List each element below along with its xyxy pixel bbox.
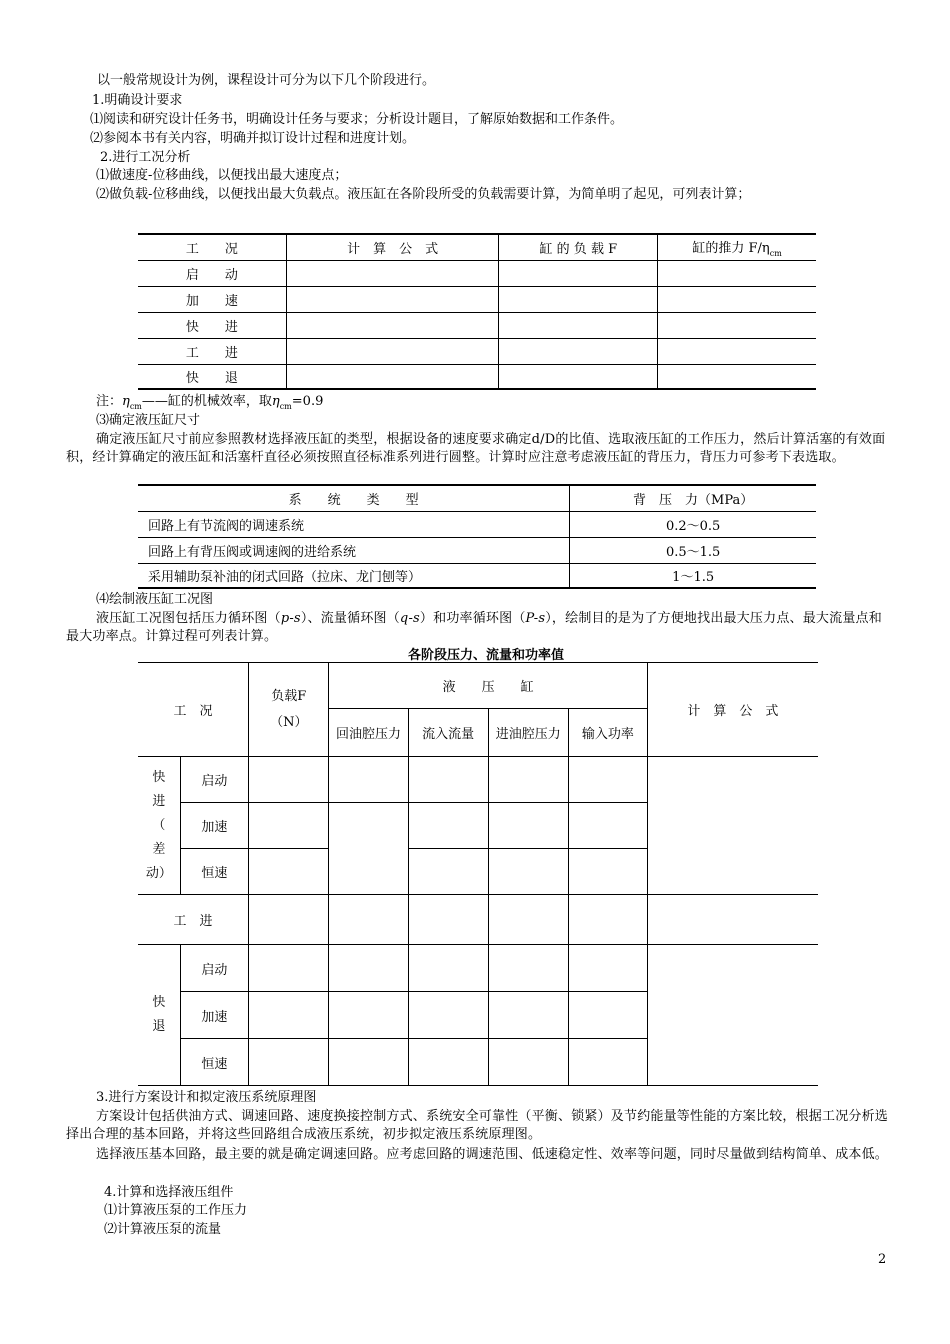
bp-system: 回路上有节流阀的调速系统 — [138, 511, 570, 537]
back-pressure-table — [138, 484, 816, 589]
g1-char: （ — [152, 817, 166, 833]
t3-group-fast-return — [138, 945, 180, 1086]
s4-Ps: P-s — [525, 611, 546, 626]
note-eta-2: η — [271, 394, 280, 409]
t3-header-condition: 工 况 — [138, 663, 249, 757]
t3-g2-accelerate: 加速 — [180, 992, 248, 1039]
section-5-paragraph-1: 方案设计包括供油方式、调速回路、速度换接控制方式、系统安全可靠性（平衡、锁紧）及节约能量等性能的方案比较，根据工况分析选择出合理的基本回路，并将这些回路组合成液压系统，初步拟定液压系统原理图。 — [66, 1109, 889, 1142]
load-table-header-condition: 工 况 — [138, 234, 286, 260]
table-row — [138, 945, 818, 992]
table-row — [138, 338, 816, 364]
g1-char: 动） — [145, 865, 172, 881]
section-2-title: 2.进行工况分析 — [100, 150, 191, 165]
t3-sub-inlet-pressure: 进油腔压力 — [488, 709, 568, 757]
row-label-fast-forward: 快 进 — [138, 312, 286, 338]
note-value: =0.9 — [291, 394, 324, 409]
t3-sub-input-power: 输入功率 — [568, 709, 647, 757]
section-6-title: 4.计算和选择液压组件 — [104, 1185, 234, 1200]
row-label-work-feed: 工 进 — [138, 338, 286, 364]
section-3-title: ⑶确定液压缸尺寸 — [96, 413, 201, 428]
section-2-item-2: ⑵做负载-位移曲线，以便找出最大负载点。液压缸在各阶段所受的负载需要计算，为简单明了起见，可列表计算； — [96, 187, 751, 202]
load-table-header-load: 缸 的 负 载 F — [499, 234, 658, 260]
table-row — [138, 757, 818, 803]
load-table — [138, 233, 816, 390]
note-prefix: 注： — [96, 394, 123, 409]
g2-char: 快 — [152, 995, 166, 1010]
t3-load-label: 负载F — [271, 688, 307, 704]
stage-values-table — [138, 662, 818, 1086]
s4-text-b: ）、流量循环图（ — [300, 611, 400, 626]
section-2-item-1: ⑴做速度-位移曲线，以便找出最大速度点； — [96, 168, 348, 183]
table-row — [138, 895, 818, 945]
bp-system: 采用辅助泵补油的闭式回路（拉床、龙门刨等） — [138, 563, 570, 588]
section-1-item-2: ⑵参阅本书有关内容，明确并拟订设计过程和进度计划。 — [90, 131, 416, 146]
bp-pressure: 0.2～0.5 — [665, 518, 721, 534]
section-4-paragraph — [66, 610, 888, 646]
table-row — [138, 260, 816, 286]
bp-pressure: 0.5～1.5 — [665, 544, 721, 560]
row-label-accelerate: 加 速 — [138, 286, 286, 312]
t3-header-load — [249, 663, 329, 757]
section-1-title: 1.明确设计要求 — [92, 93, 183, 108]
row-label-fast-return: 快 退 — [138, 364, 286, 389]
table-row — [138, 364, 816, 389]
table-row — [138, 511, 816, 537]
bp-header-system: 系 统 类 型 — [138, 485, 570, 511]
t3-sub-return-pressure: 回油腔压力 — [329, 709, 408, 757]
table-row — [138, 286, 816, 312]
table3-title: 各阶段压力、流量和功率值 — [408, 648, 565, 663]
note-middle: ——缸的机械效率，取 — [141, 394, 272, 409]
t3-g1-start: 启动 — [180, 757, 248, 803]
section-4-title: ⑷绘制液压缸工况图 — [96, 592, 214, 607]
table-row — [138, 563, 816, 588]
g1-char: 差 — [152, 841, 166, 857]
section-5-paragraph-2: 选择液压基本回路，最主要的就是确定调速回路。应考虑回路的调速范围、低速稳定性、效率等问题，同时尽量做到结构简单、成本低。 — [96, 1147, 889, 1162]
intro-text: 以一般常规设计为例，课程设计可分为以下几个阶段进行。 — [97, 73, 436, 88]
section-5-title: 3.进行方案设计和拟定液压系统原理图 — [96, 1090, 317, 1105]
load-table-header-formula: 计 算 公 式 — [286, 234, 499, 260]
thrust-label: 缸的推力 F/η — [692, 240, 770, 256]
table-row — [138, 312, 816, 338]
g1-char: 快 — [152, 769, 166, 785]
table-row — [138, 537, 816, 563]
section-6-item-2: ⑵计算液压泵的流量 — [104, 1222, 222, 1237]
row-label-start: 启 动 — [138, 260, 286, 286]
t3-g2-start: 启动 — [180, 945, 248, 992]
t3-work-feed: 工 进 — [138, 895, 249, 945]
page-number: 2 — [878, 1252, 887, 1267]
s4-qs: q-s — [399, 611, 420, 626]
section-1-item-1: ⑴阅读和研究设计任务书，明确设计任务与要求；分析设计题目，了解原始数据和工作条件。 — [90, 112, 624, 127]
load-table-header-thrust — [658, 234, 816, 260]
t3-header-formula: 计 算 公 式 — [647, 663, 818, 757]
note-eta-sub: cm — [129, 402, 142, 411]
note-eta-sub-2: cm — [279, 402, 292, 411]
bp-system: 回路上有背压阀或调速阀的进给系统 — [138, 537, 570, 563]
s4-text-a: 液压缸工况图包括压力循环图（ — [96, 611, 281, 626]
s4-text-c: ）和功率循环图（ — [419, 611, 526, 626]
s4-ps: p-s — [280, 611, 301, 626]
note-eta: η — [122, 394, 130, 409]
g1-char: 进 — [152, 793, 166, 809]
t3-g1-accelerate: 加速 — [180, 803, 248, 849]
t3-g1-constant: 恒速 — [180, 849, 248, 895]
bp-header-pressure: 背 压 力（MPa） — [633, 492, 754, 508]
t3-header-cylinder: 液 压 缸 — [329, 663, 647, 709]
g2-char: 退 — [152, 1019, 166, 1034]
t3-g2-constant: 恒速 — [180, 1039, 248, 1086]
thrust-subscript: cm — [769, 248, 782, 258]
s4-text-d: ），绘制目的是为了方便地找出最大压力点、最大流量点和最大功率点。计算过程可列表计算。 — [66, 611, 882, 644]
bp-pressure: 1～1.5 — [672, 569, 715, 585]
t3-load-unit: （N） — [270, 714, 308, 730]
section-3-paragraph: 确定液压缸尺寸前应参照教材选择液压缸的类型，根据设备的速度要求确定d/D的比值、选取液压缸的工作压力，然后计算活塞的有效面积，经计算确定的液压缸和活塞杆直径必须按照直径标准系列进行圆整。计算时应注意考虑液压缸的背压力，背压力可参考下表选取。 — [66, 432, 886, 465]
t3-sub-inflow: 流入流量 — [408, 709, 488, 757]
t3-group-fast-forward — [138, 757, 180, 895]
section-6-item-1: ⑴计算液压泵的工作压力 — [104, 1203, 248, 1218]
